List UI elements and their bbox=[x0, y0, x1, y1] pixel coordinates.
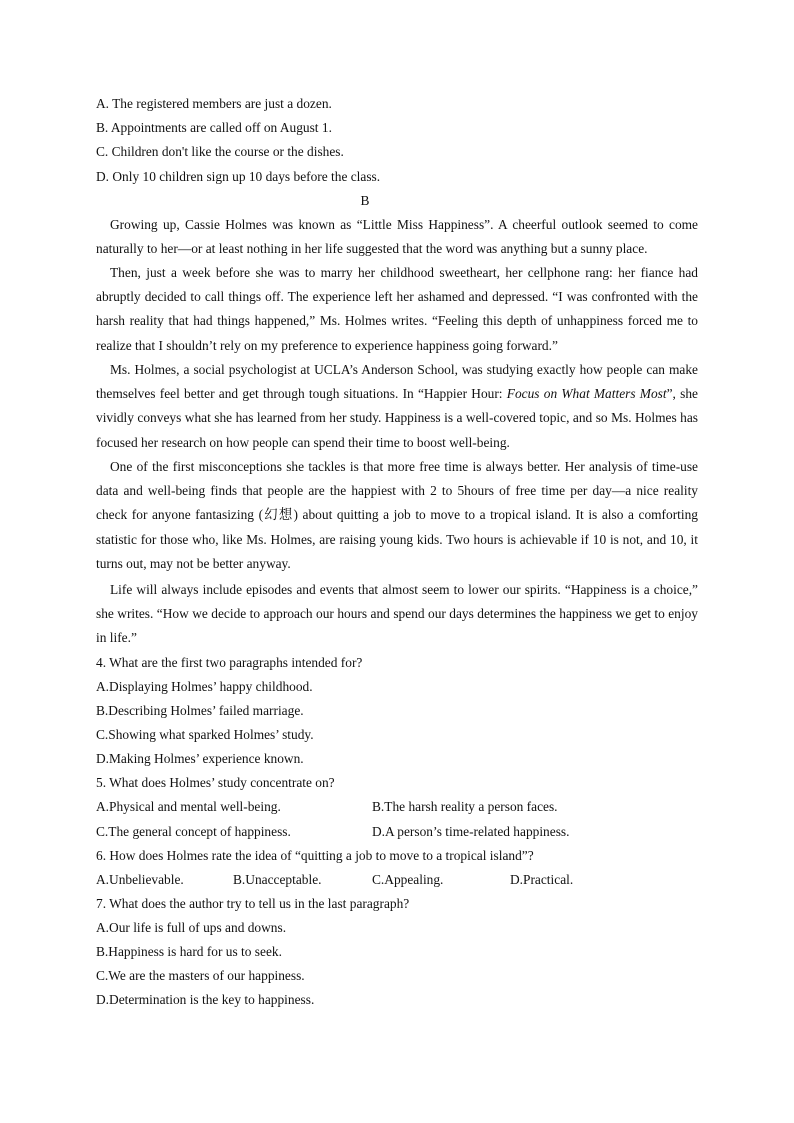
question-7-option-d: D.Determination is the key to happiness. bbox=[96, 992, 315, 1007]
question-5-option-c: C.The general concept of happiness. bbox=[96, 824, 291, 839]
question-4-option-c: C.Showing what sparked Holmes’ study. bbox=[96, 727, 314, 742]
question-5-stem: 5. What does Holmes’ study concentrate on? bbox=[96, 775, 335, 790]
prev-option-a: A. The registered members are just a dozen. bbox=[96, 96, 332, 111]
passage-paragraph-4 bbox=[96, 455, 698, 576]
prev-option-b: B. Appointments are called off on August 1. bbox=[96, 120, 332, 135]
passage-text bbox=[96, 358, 698, 455]
question-4-option-b: B.Describing Holmes’ failed marriage. bbox=[96, 703, 304, 718]
passage-paragraph-1 bbox=[96, 213, 698, 261]
passage-text-part: Ms. Holmes, a social psychologist at UCLA’s Anderson School, was studying exactly how people can make themselves feel better and get through tough situations. In “Happier Hour: bbox=[96, 362, 698, 402]
question-5-option-a: A.Physical and mental well-being. bbox=[96, 799, 281, 814]
question-4-stem: 4. What are the first two paragraphs intended for? bbox=[96, 655, 363, 670]
question-4-option-a: A.Displaying Holmes’ happy childhood. bbox=[96, 679, 313, 694]
prev-option-c: C. Children don't like the course or the dishes. bbox=[96, 144, 344, 159]
prev-option-d: D. Only 10 children sign up 10 days before the class. bbox=[96, 169, 381, 184]
question-5-option-d: D.A person’s time-related happiness. bbox=[372, 824, 570, 839]
question-7-option-c: C.We are the masters of our happiness. bbox=[96, 968, 305, 983]
question-6-option-c: C.Appealing. bbox=[372, 872, 444, 887]
passage-paragraph-2 bbox=[96, 261, 698, 358]
question-5-option-b: B.The harsh reality a person faces. bbox=[372, 799, 558, 814]
passage-paragraph-5 bbox=[96, 578, 698, 651]
question-6-option-d: D.Practical. bbox=[510, 872, 574, 887]
passage-paragraph-3 bbox=[96, 358, 698, 455]
passage-text: Then, just a week before she was to marry her childhood sweetheart, her cellphone rang: her fiance had abruptly decided to call things off. The experience left her ashamed and depressed. “I was confronted with the harsh reality that had things happened,” Ms. Holmes writes. “Feeling this depth of unhappiness forced me to realize that I shouldn’t rely on my preference to experience happiness going forward.” bbox=[96, 265, 698, 353]
passage-text: Life will always include episodes and events that almost seem to lower our spirits. “Happiness is a choice,” she writes. “How we decide to approach our hours and spend our days determines the happiness we get to enjoy in life.” bbox=[96, 582, 698, 646]
passage-text: Growing up, Cassie Holmes was known as “Little Miss Happiness”. A cheerful outlook seemed to come naturally to her—or at least nothing in her life suggested that the word was anything but a sunny place. bbox=[96, 217, 698, 257]
book-title: Focus on What Matters Most bbox=[506, 386, 667, 402]
question-4-option-d: D.Making Holmes’ experience known. bbox=[96, 751, 304, 766]
passage-text-part: ”, she vividly conveys what she has learned from her study. Happiness is a well-covered topic, and so Ms. Holmes has focused her research on how people can spend their time to boost well-being. bbox=[96, 386, 698, 450]
question-6-option-b: B.Unacceptable. bbox=[233, 872, 322, 887]
question-7-option-b: B.Happiness is hard for us to seek. bbox=[96, 944, 282, 959]
question-7-option-a: A.Our life is full of ups and downs. bbox=[96, 920, 287, 935]
passage-text: One of the first misconceptions she tackles is that more free time is always better. Her analysis of time-use data and well-being finds that people are the happiest with 2 to 5hours of free time per day—a nice reality check for anyone fantasizing (幻想) about quitting a job to move to a tropical island. It is also a comforting statistic for those who, like Ms. Holmes, are raising young kids. Two hours is achievable if 10 is not, and 10, it turns out, may not be better anyway. bbox=[96, 459, 698, 571]
section-letter: B bbox=[360, 193, 370, 208]
question-6-option-a: A.Unbelievable. bbox=[96, 872, 184, 887]
question-7-stem: 7. What does the author try to tell us in the last paragraph? bbox=[96, 896, 410, 911]
question-6-stem: 6. How does Holmes rate the idea of “quitting a job to move to a tropical island”? bbox=[96, 848, 534, 863]
